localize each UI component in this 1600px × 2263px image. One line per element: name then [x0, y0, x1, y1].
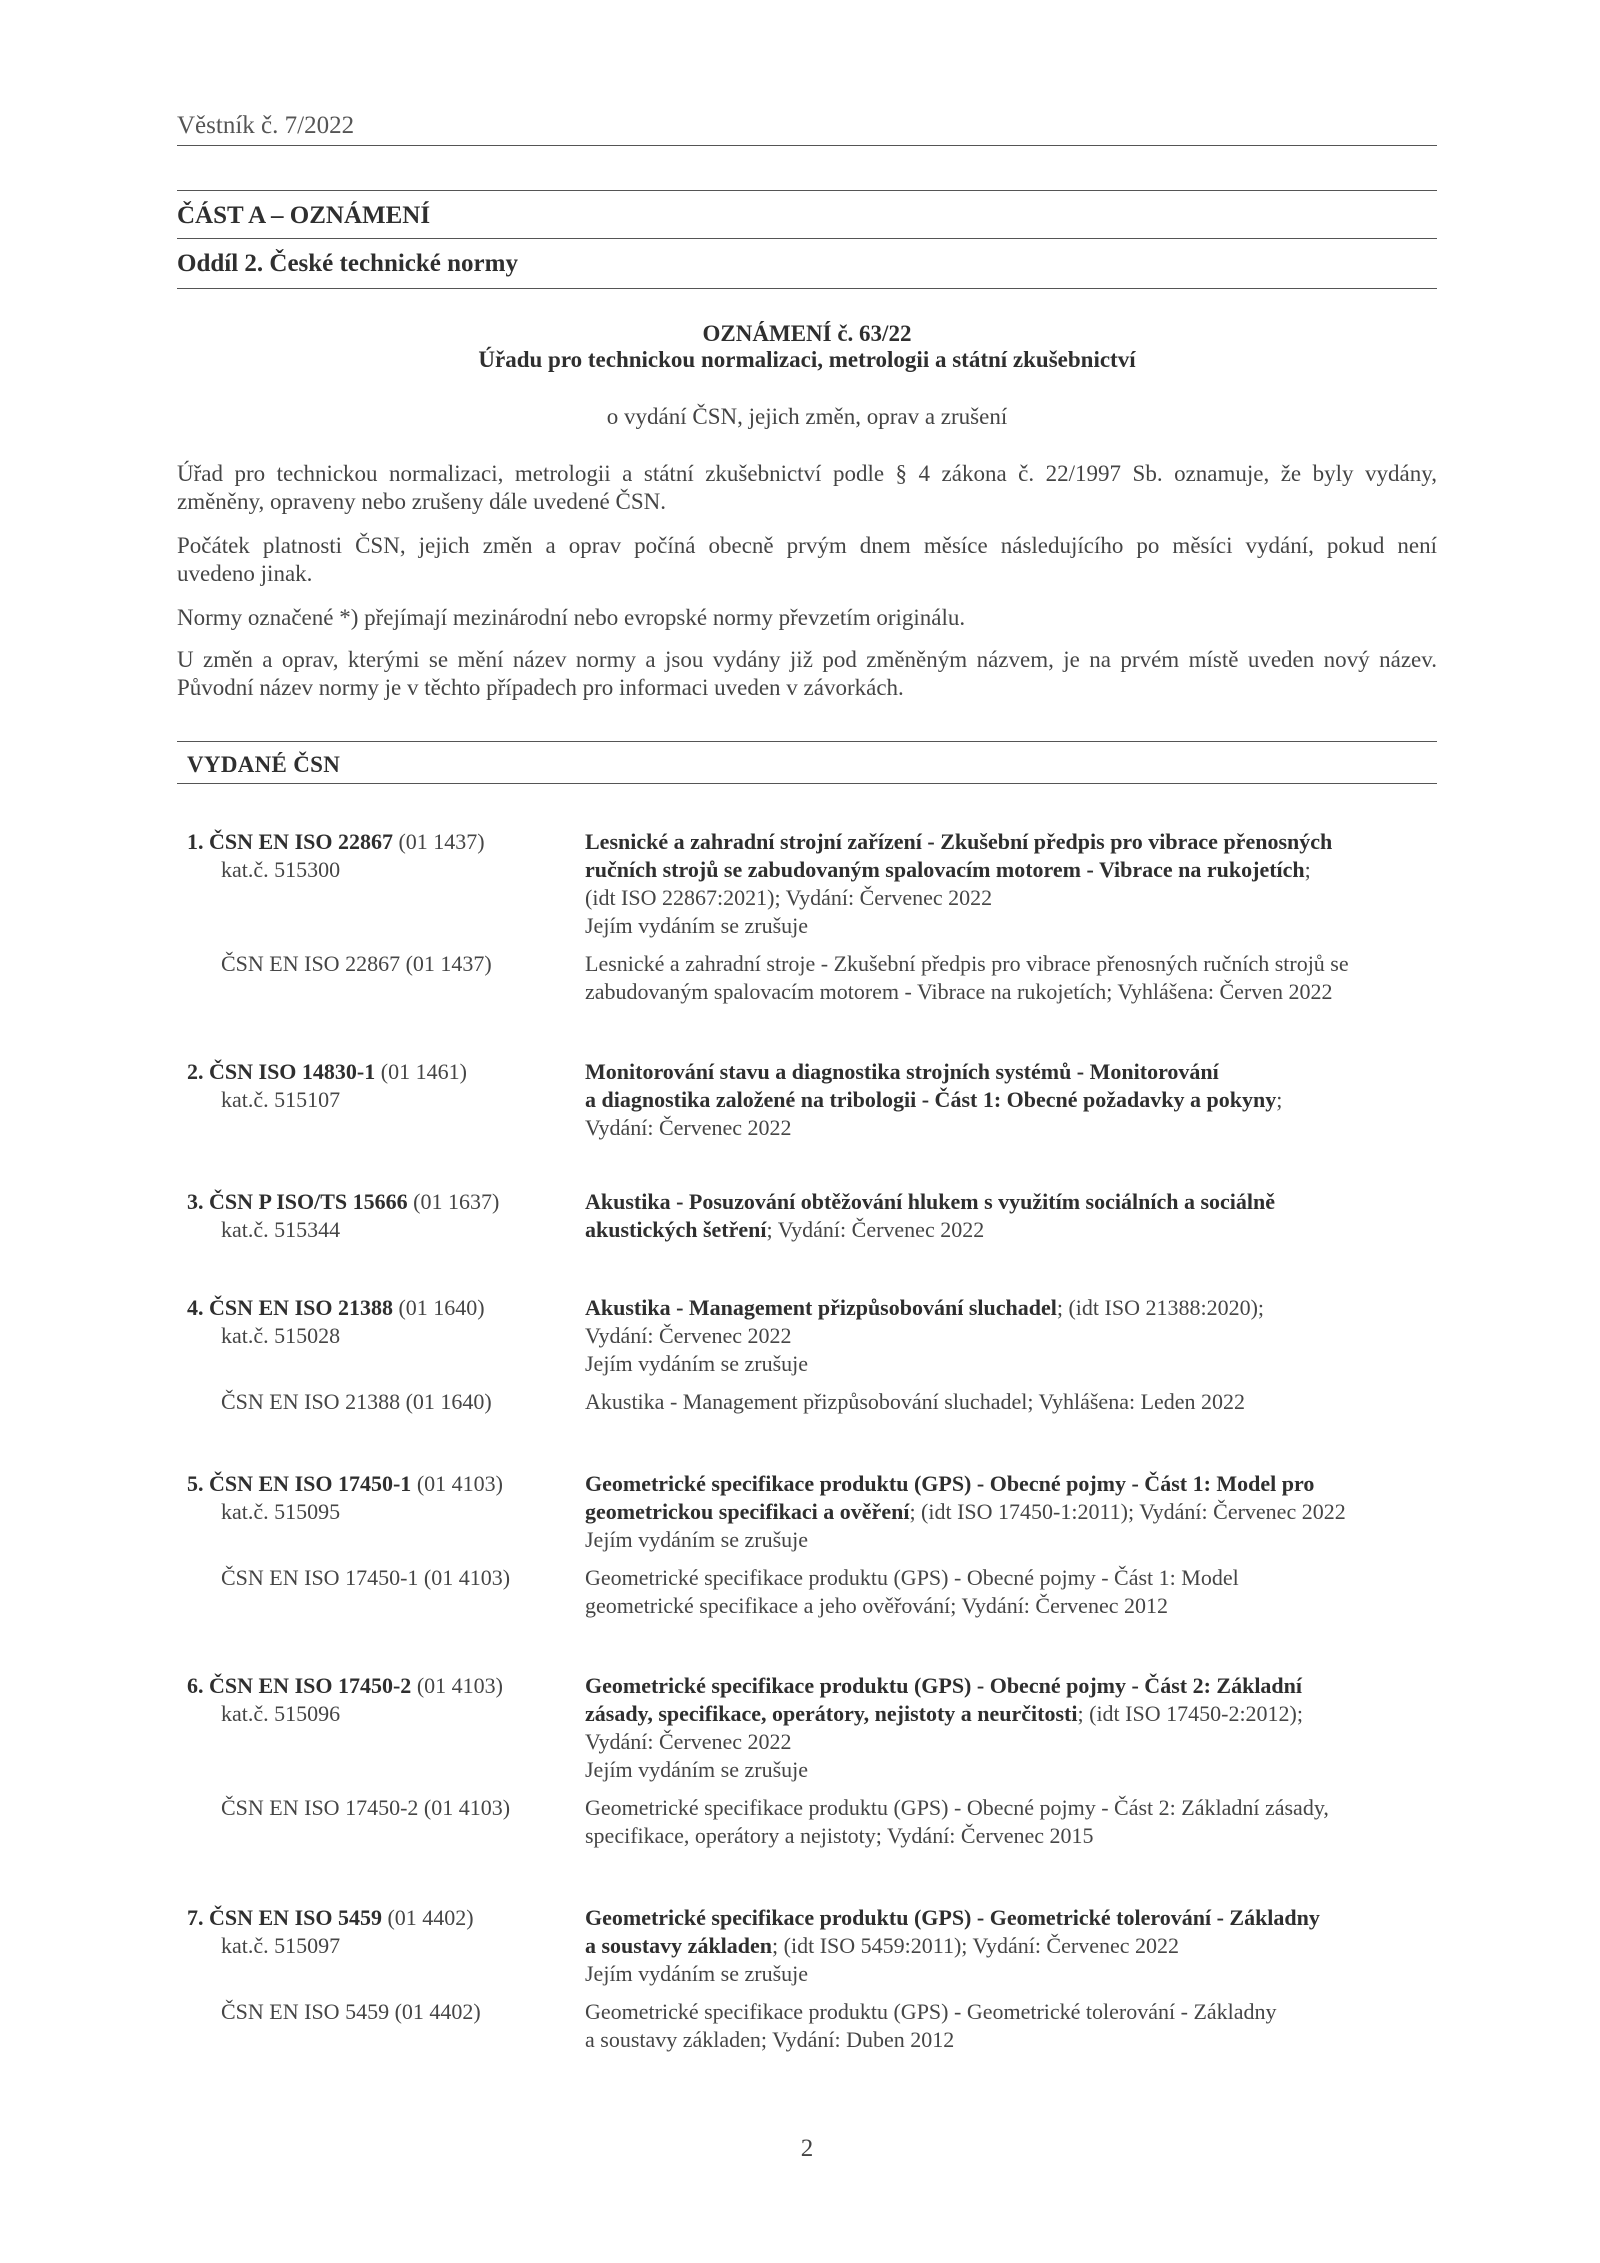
- standard-title: a diagnostika založené na tribologii - Část 1: Obecné požadavky a pokyny: [585, 1087, 1277, 1112]
- notice-subject: o vydání ČSN, jejich změn, oprav a zrušení: [606, 404, 1008, 429]
- standard-details: Jejím vydáním se zrušuje: [585, 1351, 809, 1376]
- standard-number: 6. ČSN EN ISO 17450-2: [187, 1673, 412, 1698]
- entry-title-line: [585, 1756, 1437, 1784]
- cancelled-standard-id: ČSN EN ISO 17450-2 (01 4103): [221, 1795, 511, 1820]
- paragraph-line: uvedeno jinak.: [177, 561, 313, 586]
- header-rule: [177, 145, 1437, 146]
- entry-title-line: [585, 1672, 1437, 1700]
- standard-details: ; (idt ISO 21388:2020);: [1056, 1295, 1265, 1320]
- standard-details: ; Vydání: Červenec 2022: [766, 1217, 985, 1242]
- standard-details: ; (idt ISO 17450-1:2011); Vydání: Červenec 2022: [909, 1499, 1346, 1524]
- class-code: (01 4103): [411, 1673, 503, 1698]
- entry-title-line: [585, 1526, 1437, 1554]
- cancelled-standard-description: [585, 1794, 1437, 1850]
- standard-title: Akustika - Management přizpůsobování sluchadel: [585, 1295, 1057, 1320]
- entry-title-line: [585, 1058, 1437, 1086]
- standard-details: ;: [1304, 857, 1311, 882]
- section-title: Oddíl 2. České technické normy: [177, 250, 518, 277]
- entry-title-line: [585, 1294, 1437, 1322]
- paragraph-line: U změn a oprav, kterými se mění název normy a jsou vydány již pod změněným názvem, je na prvém místě uveden nový název.: [177, 647, 1437, 672]
- entry-id-line: [187, 1904, 567, 1932]
- class-code: (01 4103): [411, 1471, 503, 1496]
- cancelled-standard-id: ČSN EN ISO 17450-1 (01 4103): [221, 1565, 511, 1590]
- entry-description: [585, 1470, 1437, 1554]
- standard-details: Vydání: Červenec 2022: [585, 1323, 792, 1348]
- standard-number: 4. ČSN EN ISO 21388: [187, 1295, 393, 1320]
- paragraph-line: změněny, opraveny nebo zrušeny dále uvedené ČSN.: [177, 489, 667, 514]
- issued-rule-bottom: [177, 783, 1437, 784]
- catalogue-number: kat.č. 515095: [221, 1499, 341, 1524]
- standard-details: Jejím vydáním se zrušuje: [585, 1757, 809, 1782]
- entry-description: [585, 1294, 1437, 1378]
- entry-id-line: [187, 1672, 567, 1700]
- cancelled-standard-line: Geometrické specifikace produktu (GPS) - Geometrické tolerování - Základny: [585, 1999, 1277, 2024]
- cancelled-standard-id: ČSN EN ISO 22867 (01 1437): [221, 951, 492, 976]
- cancelled-standard-line: a soustavy základen; Vydání: Duben 2012: [585, 2027, 955, 2052]
- entry-title-line: [585, 1700, 1437, 1728]
- section-rule-bottom: [177, 288, 1437, 289]
- cancelled-standard-line: specifikace, operátory a nejistoty; Vydání: Červenec 2015: [585, 1823, 1094, 1848]
- entry-id-line: [187, 1294, 567, 1322]
- entry-description: [585, 1672, 1437, 1784]
- entry-identifier: [187, 1904, 567, 1960]
- paragraph: [177, 460, 1437, 516]
- paragraph-line: Normy označené *) přejímají mezinárodní nebo evropské normy převzetím originálu.: [177, 605, 966, 630]
- part-title: ČÁST A – OZNÁMENÍ: [177, 202, 431, 229]
- paragraph: [177, 646, 1437, 702]
- standard-title: Monitorování stavu a diagnostika strojních systémů - Monitorování: [585, 1059, 1219, 1084]
- standard-details: Jejím vydáním se zrušuje: [585, 1527, 809, 1552]
- standard-number: 5. ČSN EN ISO 17450-1: [187, 1471, 412, 1496]
- standard-number: 3. ČSN P ISO/TS 15666: [187, 1189, 408, 1214]
- entry-description: [585, 1058, 1437, 1142]
- standard-title: Geometrické specifikace produktu (GPS) - Geometrické tolerování - Základny: [585, 1905, 1320, 1930]
- class-code: (01 1640): [392, 1295, 485, 1320]
- paragraph: [177, 604, 1437, 632]
- part-rule-bottom: [177, 238, 1437, 239]
- cancelled-standard-description: [585, 1564, 1437, 1620]
- standard-details: Jejím vydáním se zrušuje: [585, 1961, 809, 1986]
- standard-number: 1. ČSN EN ISO 22867: [187, 829, 393, 854]
- catalogue-number: kat.č. 515097: [221, 1933, 341, 1958]
- entry-title-line: [585, 884, 1437, 912]
- entry-id-line: [187, 1058, 567, 1086]
- entry-title-line: [585, 1114, 1437, 1142]
- entry-identifier: [187, 1188, 567, 1244]
- catalogue-number: kat.č. 515300: [221, 857, 341, 882]
- catalogue-number: kat.č. 515028: [221, 1323, 341, 1348]
- entry-title-line: [585, 1728, 1437, 1756]
- paragraph-line: Úřad pro technickou normalizaci, metrologii a státní zkušebnictví podle § 4 zákona č. 22/1997 Sb. oznamuje, že byly vydány,: [177, 461, 1437, 486]
- standard-details: ; (idt ISO 17450-2:2012);: [1077, 1701, 1303, 1726]
- paragraph: [177, 532, 1437, 588]
- entry-description: [585, 1188, 1437, 1244]
- standard-title: ručních strojů se zabudovaným spalovacím motorem - Vibrace na rukojetích: [585, 857, 1305, 882]
- entry-title-line: [585, 1350, 1437, 1378]
- page-number: 2: [800, 2135, 814, 2162]
- cancelled-standard-id: ČSN EN ISO 21388 (01 1640): [221, 1389, 492, 1414]
- standard-title: Geometrické specifikace produktu (GPS) - Obecné pojmy - Část 1: Model pro: [585, 1471, 1315, 1496]
- entry-description: [585, 828, 1437, 940]
- standard-details: Vydání: Červenec 2022: [585, 1115, 792, 1140]
- cancelled-standard-line: zabudovaným spalovacím motorem - Vibrace na rukojetích; Vyhlášena: Červen 2022: [585, 979, 1333, 1004]
- entry-title-line: [585, 1188, 1437, 1216]
- standard-details: ; (idt ISO 5459:2011); Vydání: Červenec 2022: [772, 1933, 1179, 1958]
- entry-title-line: [585, 1086, 1437, 1114]
- notice-title: OZNÁMENÍ č. 63/22: [702, 321, 912, 346]
- entry-identifier: [187, 828, 567, 884]
- entry-title-line: [585, 1498, 1437, 1526]
- standard-details: ;: [1276, 1087, 1283, 1112]
- paragraph-line: Počátek platnosti ČSN, jejich změn a oprav počíná obecně prvým dnem měsíce následujícího po měsíci vydání, pokud není: [177, 533, 1437, 558]
- catalogue-number: kat.č. 515096: [221, 1701, 341, 1726]
- cancelled-standard-line: Lesnické a zahradní stroje - Zkušební předpis pro vibrace přenosných ručních strojů se: [585, 951, 1349, 976]
- entry-title-line: [585, 1904, 1437, 1932]
- standard-details: Jejím vydáním se zrušuje: [585, 913, 809, 938]
- entry-identifier: [187, 1058, 567, 1114]
- entry-title-line: [585, 1932, 1437, 1960]
- entry-title-line: [585, 1216, 1437, 1244]
- entry-id-line: [187, 1470, 567, 1498]
- cancelled-standard-line: Geometrické specifikace produktu (GPS) - Obecné pojmy - Část 2: Základní zásady,: [585, 1795, 1329, 1820]
- standard-number: 2. ČSN ISO 14830-1: [187, 1059, 376, 1084]
- standard-details: (idt ISO 22867:2021); Vydání: Červenec 2022: [585, 885, 993, 910]
- class-code: (01 1437): [392, 829, 485, 854]
- catalogue-number: kat.č. 515344: [221, 1217, 341, 1242]
- standard-number: 7. ČSN EN ISO 5459: [187, 1905, 382, 1930]
- entry-identifier: [187, 1672, 567, 1728]
- standard-title: Lesnické a zahradní strojní zařízení - Zkušební předpis pro vibrace přenosných: [585, 829, 1333, 854]
- cancelled-standard-description: [585, 1998, 1437, 2054]
- entry-title-line: [585, 828, 1437, 856]
- cancelled-standard-description: [585, 950, 1437, 1006]
- entry-title-line: [585, 856, 1437, 884]
- entry-description: [585, 1904, 1437, 1988]
- part-rule-top: [177, 190, 1437, 191]
- entry-id-line: [187, 828, 567, 856]
- cancelled-standard-id: ČSN EN ISO 5459 (01 4402): [221, 1999, 481, 2024]
- entry-id-line: [187, 1188, 567, 1216]
- running-head: Věstník č. 7/2022: [177, 112, 355, 139]
- cancelled-standard-line: geometrické specifikace a jeho ověřování; Vydání: Červenec 2012: [585, 1593, 1168, 1618]
- catalogue-number: kat.č. 515107: [221, 1087, 341, 1112]
- entry-title-line: [585, 912, 1437, 940]
- cancelled-standard-description: [585, 1388, 1437, 1416]
- entry-identifier: [187, 1294, 567, 1350]
- cancelled-standard-line: Akustika - Management přizpůsobování sluchadel; Vyhlášena: Leden 2022: [585, 1389, 1246, 1414]
- standard-title: akustických šetření: [585, 1217, 767, 1242]
- standard-details: Vydání: Červenec 2022: [585, 1729, 792, 1754]
- standard-title: Geometrické specifikace produktu (GPS) - Obecné pojmy - Část 2: Základní: [585, 1673, 1303, 1698]
- issued-title: VYDANÉ ČSN: [187, 752, 341, 777]
- class-code: (01 4402): [381, 1905, 474, 1930]
- standard-title: Akustika - Posuzování obtěžování hlukem s využitím sociálních a sociálně: [585, 1189, 1276, 1214]
- issued-rule-top: [177, 741, 1437, 742]
- class-code: (01 1461): [375, 1059, 467, 1084]
- standard-title: a soustavy základen: [585, 1933, 773, 1958]
- entry-title-line: [585, 1960, 1437, 1988]
- notice-issuer: Úřadu pro technickou normalizaci, metrologii a státní zkušebnictví: [478, 347, 1136, 372]
- class-code: (01 1637): [407, 1189, 500, 1214]
- cancelled-standard-line: Geometrické specifikace produktu (GPS) - Obecné pojmy - Část 1: Model: [585, 1565, 1239, 1590]
- paragraph-line: Původní název normy je v těchto případech pro informaci uveden v závorkách.: [177, 675, 904, 700]
- standard-title: geometrickou specifikaci a ověření: [585, 1499, 910, 1524]
- entry-title-line: [585, 1470, 1437, 1498]
- entry-identifier: [187, 1470, 567, 1526]
- standard-title: zásady, specifikace, operátory, nejistoty a neurčitosti: [585, 1701, 1078, 1726]
- entry-title-line: [585, 1322, 1437, 1350]
